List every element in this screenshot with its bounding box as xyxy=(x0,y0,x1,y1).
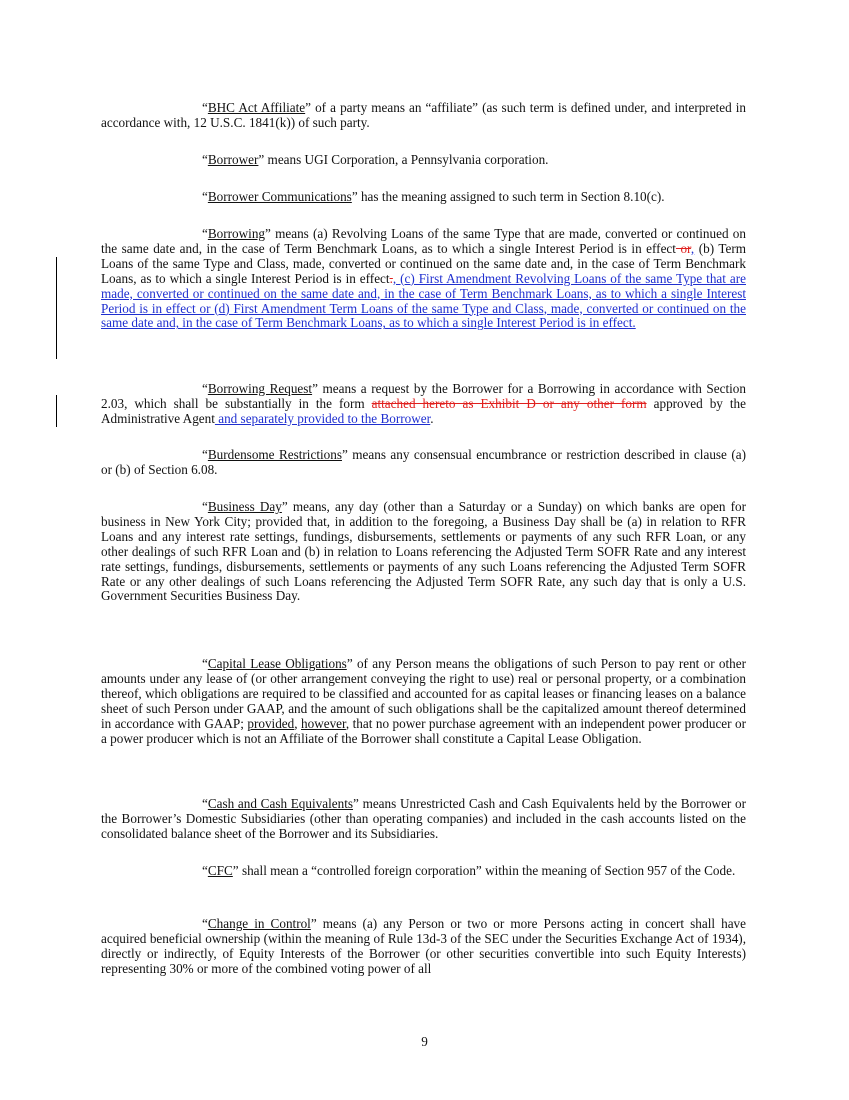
however-term: however xyxy=(301,715,346,731)
defined-term: CFC xyxy=(207,863,233,878)
definition-cash-and-cash-equivalents: “Cash and Cash Equivalents” means Unrestricted Cash and Cash Equivalents held by the Borrower or the Borrower’s Domestic Subsidiaries (other than operating companies) and included in the cash accounts listed on the consolidated balance sheet of the Borrower and its Subsidiaries. xyxy=(101,796,746,841)
deleted-text: Exhibit D xyxy=(480,395,536,411)
definition-borrower: “Borrower” means UGI Corporation, a Pennsylvania corporation. xyxy=(202,152,549,167)
inserted-text: , (c) First Amendment Revolving Loans of the same Type that are made, converted or continued on the same date and, in the case of Term Benchmark Loans, as to which a single Interest Period is in effect or (d) First Amendment Term Loans of the same Type and Class, made, converted or continued on the same date and, in the case of Term Benchmark Loans, as to which a single Interest Period is in effect. xyxy=(101,270,746,331)
definition-burdensome-restrictions: “Burdensome Restrictions” means any consensual encumbrance or restriction described in clause (a) or (b) of Section 6.08. xyxy=(101,447,746,477)
change-bar xyxy=(56,395,57,427)
inserted-text: , xyxy=(690,240,695,256)
definition-business-day: “Business Day” means, any day (other than a Saturday or a Sunday) on which banks are open for business in New York City; provided that, in addition to the foregoing, a Business Day shall be (a) in relation to RFR Loans and any interest rate settings, fundings, disbursements, settlements or payments of any such RFR Loan, or any other dealings of such RFR Loan and (b) in relation to Loans referencing the Adjusted Term SOFR Rate and any interest rate settings, fundings, disbursements, settlements or payments of any such Loans referencing the Adjusted Term SOFR Rate or any other dealings of such Loans referencing the Adjusted Term SOFR Rate, any such day that is only a U.S. Government Securities Business Day. xyxy=(101,499,746,604)
definition-change-in-control: “Change in Control” means (a) any Person or two or more Persons acting in concert shall have acquired beneficial ownership (within the meaning of Rule 13d-3 of the SEC under the Securities Exchange Act of 1934), directly or indirectly, of Equity Interests of the Borrower (or other securities convertible into such Equity Interests) representing 30% or more of the combined voting power of all xyxy=(101,916,746,976)
change-bar xyxy=(56,257,57,359)
defined-term: Capital Lease Obligations xyxy=(207,656,347,671)
definition-borrowing: “Borrowing” means (a) Revolving Loans of the same Type that are made, converted or continued on the same date and, in the case of Term Benchmark Loans, as to which a single Interest Period is in effect or, (b) Term Loans of the same Type and Class, made, converted or continued on the same date and, in the case of Term Benchmark Loans, as to which a single Interest Period is in effect., (c) First Amendment Revolving Loans of the same Type that are made, converted or continued on the same date and, in the case of Term Benchmark Loans, as to which a single Interest Period is in effect or (d) First Amendment Term Loans of the same Type and Class, made, converted or continued on the same date and, in the case of Term Benchmark Loans, as to which a single Interest Period is in effect. xyxy=(101,226,746,331)
deleted-text: attached hereto as xyxy=(371,395,481,411)
defined-term: BHC Act Affiliate xyxy=(207,100,306,115)
definition-capital-lease-obligations: “Capital Lease Obligations” of any Person means the obligations of such Person to pay rent or other amounts under any lease of (or other arrangement conveying the right to use) real or personal property, or a combination thereof, which obligations are required to be classified and accounted for as capital leases or financing leases on a balance sheet of such Person under GAAP, and the amount of such obligations shall be the capitalized amount thereof determined in accordance with GAAP; provided, however, that no power purchase agreement with an independent power producer or a power producer which is not an Affiliate of the Borrower shall constitute a Capital Lease Obligation. xyxy=(101,656,746,746)
definition-bhc-act-affiliate: “BHC Act Affiliate” of a party means an “affiliate” (as such term is defined under, and interpreted in accordance with, 12 U.S.C. 1841(k)) of such party. xyxy=(101,100,746,130)
definition-borrower-communications: “Borrower Communications” has the meaning assigned to such term in Section 8.10(c). xyxy=(202,189,665,204)
defined-term: Business Day xyxy=(207,499,282,514)
defined-term: Change in Control xyxy=(207,916,311,931)
page-number: 9 xyxy=(421,1034,428,1049)
provided-term: provided xyxy=(247,715,295,731)
defined-term: Borrowing xyxy=(207,226,266,241)
deleted-text: or xyxy=(675,240,691,256)
deleted-text: . xyxy=(389,270,393,286)
deleted-text: or any other form xyxy=(535,395,647,411)
defined-term: Borrower Communications xyxy=(207,189,352,204)
defined-term: Borrowing Request xyxy=(207,381,313,396)
defined-term: Cash and Cash Equivalents xyxy=(207,796,354,811)
inserted-text: and separately provided to the Borrower xyxy=(214,410,431,426)
defined-term: Borrower xyxy=(207,152,259,167)
definition-cfc: “CFC” shall mean a “controlled foreign corporation” within the meaning of Section 957 of the Code. xyxy=(202,863,736,878)
defined-term: Burdensome Restrictions xyxy=(207,447,342,462)
definition-borrowing-request: “Borrowing Request” means a request by the Borrower for a Borrowing in accordance with Section 2.03, which shall be substantially in the form attached hereto as Exhibit D or any other form approved by the Administrative Agent and separately provided to the Borrower. xyxy=(101,381,746,426)
